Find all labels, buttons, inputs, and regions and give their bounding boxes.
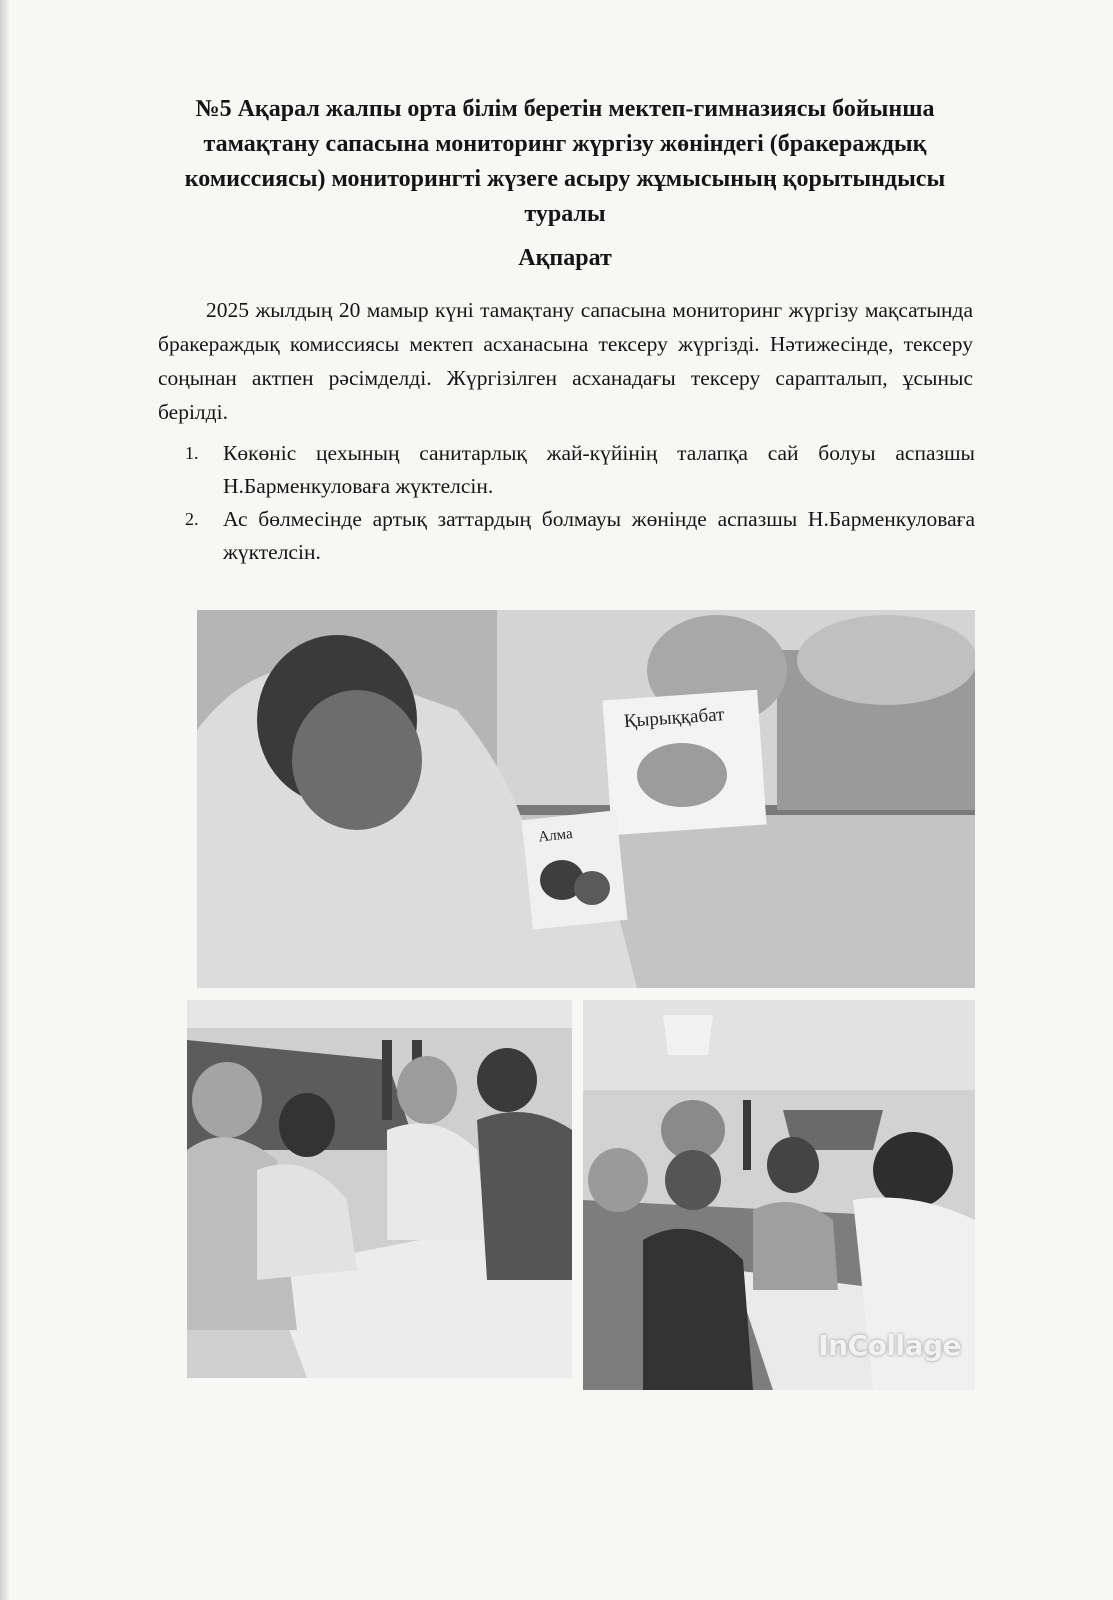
list-item <box>185 503 975 569</box>
photo-meeting-left <box>187 1000 572 1378</box>
recommendations-list <box>185 437 975 569</box>
list-item-text: Ас бөлмесінде артық заттардың болмауы жөнінде аспазшы Н.Барменкуловаға жүктелсін. <box>223 507 975 564</box>
list-item-text: Көкөніс цехының санитарлық жай-күйінің талапқа сай болуы аспазшы Н.Барменкуловаға жүктелсін. <box>223 441 975 498</box>
collage-watermark: InCollage <box>818 1329 961 1362</box>
photo-vegetable-storage <box>197 610 975 988</box>
list-item <box>185 437 975 503</box>
list-item-number: 2. <box>185 509 199 529</box>
photo-meeting-right <box>583 1000 975 1390</box>
apple-sign-label: Алма <box>537 825 574 846</box>
scan-edge <box>0 0 10 1600</box>
cabbage-sign-label: Қырыққабат <box>623 704 726 733</box>
body-paragraph: 2025 жылдың 20 мамыр күні тамақтану сапасына мониторинг жүргізу мақсатында бракераждық комиссиясы мектеп асханасына тексеру жүргізді. Нәтижесінде, тексеру соңынан актпен рәсімделді. Жүргізілген асханадағы тексеру сарапталып, ұсыныс берілді. <box>158 298 973 424</box>
list-item-number: 1. <box>185 443 199 463</box>
document-subtitle: Ақпарат <box>518 245 612 271</box>
document-title: №5 Ақарал жалпы орта білім беретін мектеп-гимназиясы бойынша тамақтану сапасына мониторинг жүргізу жөніндегі (бракераждық комиссиясы) мониторингті жүзеге асыру жұмысының қорытындысы туралы <box>184 96 946 227</box>
